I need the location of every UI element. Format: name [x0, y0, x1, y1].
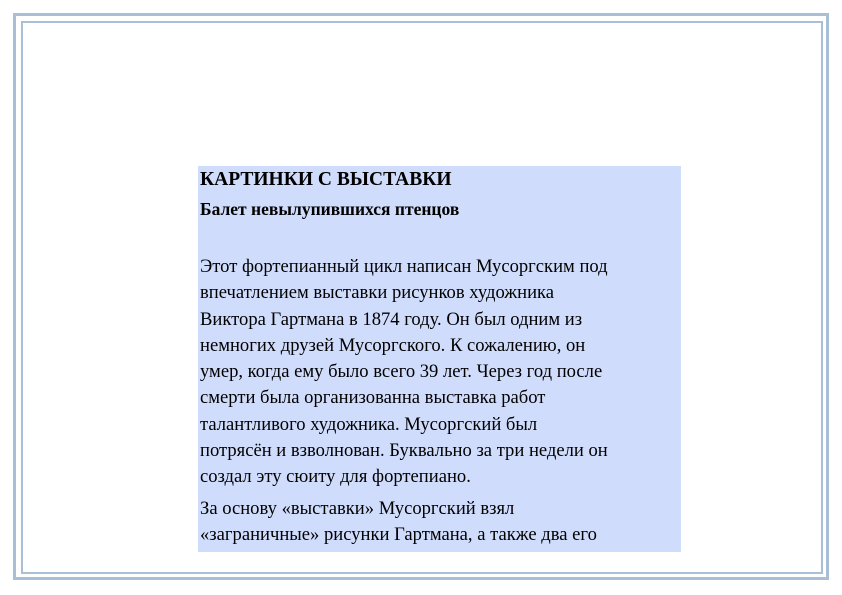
text-line: «заграничные» рисунки Гартмана, а также два его: [200, 523, 597, 545]
text-line: За основу «выставки» Мусоргский взял: [200, 497, 515, 519]
text-line: талантливого художника. Мусоргский был: [200, 413, 538, 435]
text-line: Этот фортепианный цикл написан Мусоргским под: [200, 256, 608, 277]
text-line: смерти была организованна выставка работ: [200, 387, 546, 409]
text-line: создал эту сюиту для фортепиано.: [200, 466, 471, 488]
text-line: Виктора Гартмана в 1874 году. Он был одним из: [200, 308, 583, 330]
text-block: [198, 166, 681, 552]
document-subtitle: Балет невылупившихся птенцов: [200, 199, 460, 219]
text-line: немногих друзей Мусоргского. К сожалению, он: [200, 334, 586, 356]
text-line: потрясён и взволнован. Буквально за три недели он: [200, 440, 608, 462]
spacer: [200, 224, 681, 254]
document-title: КАРТИНКИ С ВЫСТАВКИ: [200, 169, 452, 190]
text-line: умер, когда ему было всего 39 лет. Через год после: [200, 361, 603, 383]
text-line: впечатлением выставки рисунков художника: [200, 282, 555, 304]
paragraph: [200, 254, 681, 491]
paragraph: [200, 496, 681, 549]
